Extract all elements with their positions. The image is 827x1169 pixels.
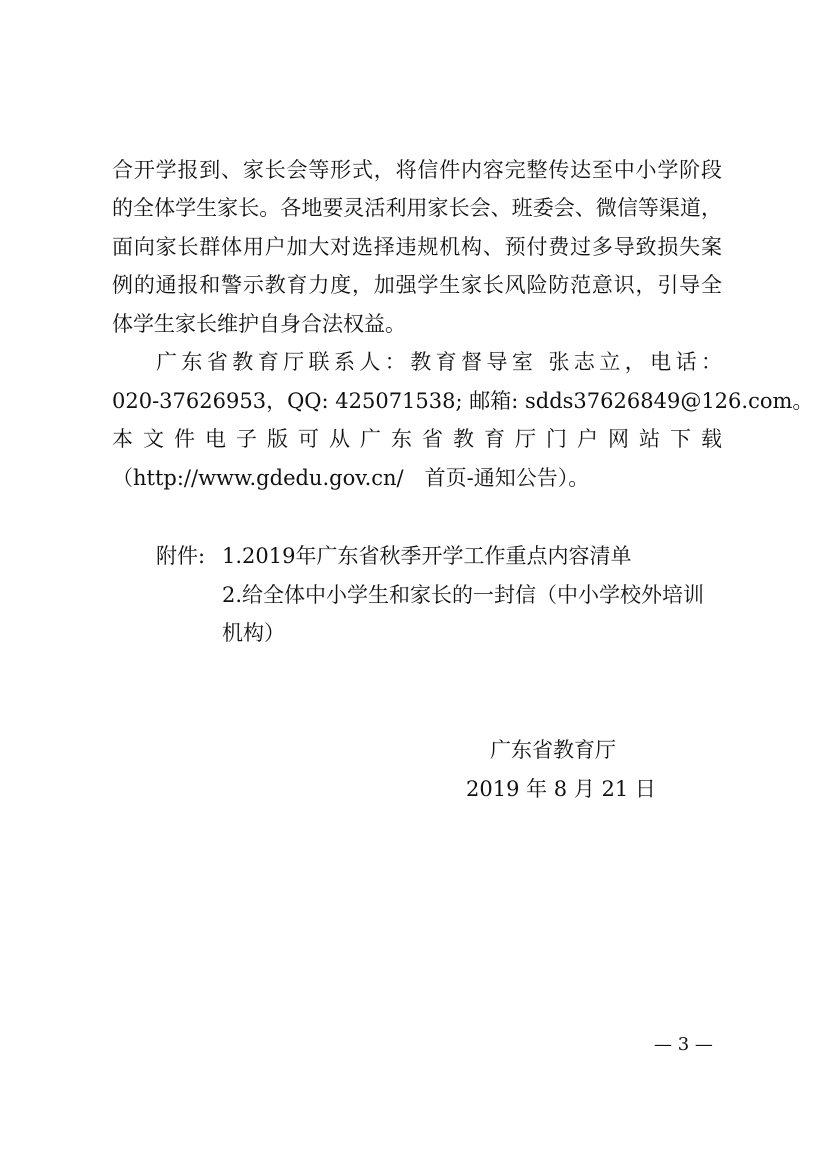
body-line-2: 的全体学生家长。各地要灵活利用家长会、班委会、微信等渠道， <box>112 196 722 220</box>
body-line-5: 体学生家长维护自身合法权益。 <box>112 312 406 336</box>
body-line-3: 面向家长群体用户加大对选择违规机构、预付费过多导致损失案 <box>112 235 722 259</box>
download-note-line: 本文件电子版可从广东省教育厅门户网站下载 <box>112 427 722 451</box>
attachments-label: 附件: <box>156 544 206 568</box>
signature-date: 2019 年 8 月 21 日 <box>466 777 656 801</box>
attachment-item-2-continued: 机构） <box>222 621 285 645</box>
page-number: — 3 — <box>654 1034 713 1055</box>
attachment-item-1: 1.2019年广东省秋季开学工作重点内容清单 <box>222 544 632 568</box>
signature-org: 广东省教育厅 <box>490 738 616 762</box>
body-line-4: 例的通报和警示教育力度，加强学生家长风险防范意识，引导全 <box>112 273 722 297</box>
contact-details-line: 020-37626953，QQ: 425071538; 邮箱: sdds37626849@126.com。 <box>112 389 814 413</box>
contact-line: 广东省教育厅联系人：教育督导室 张志立，电话： <box>156 350 722 374</box>
attachment-item-2: 2.给全体中小学生和家长的一封信（中小学校外培训 <box>222 583 705 607</box>
download-url-line: （http://www.gdedu.gov.cn/ 首页-通知公告）。 <box>112 466 590 490</box>
body-line-1: 合开学报到、家长会等形式，将信件内容完整传达至中小学阶段 <box>112 158 722 182</box>
